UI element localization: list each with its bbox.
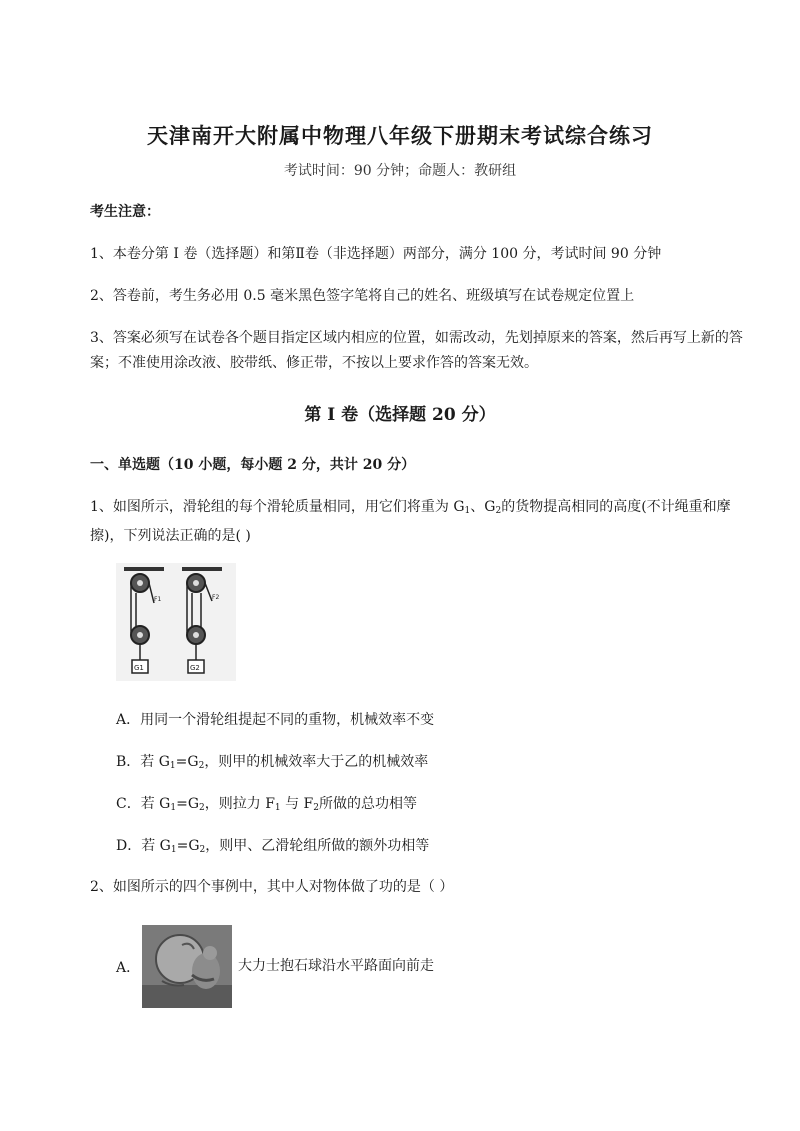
question-1-option-d: D．若 $G_1=G_2$，则甲、乙滑轮组所做的额外功相等: [116, 838, 430, 855]
strongman-photo: [142, 925, 232, 1008]
question-1-option-a: A．用同一个滑轮组提起不同的重物，机械效率不变: [116, 712, 435, 728]
notice-item-2: 2、答卷前，考生务必用 0.5 毫米黑色签字笔将自己的姓名、班级填写在试卷规定位置上: [90, 288, 635, 304]
notice-item-3: 3、答案必须写在试卷各个题目指定区域内相应的位置，如需改动，先划掉原来的答案，然后再写上新的答案；不准使用涂改液、胶带纸、修正带，不按以上要求作答的答案无效。: [90, 330, 743, 371]
notice-heading: 考生注意：: [90, 204, 160, 220]
question-2-stem: 2、如图所示的四个事例中，其中人对物体做了功的是（ ）: [90, 879, 454, 895]
exam-title: 天津南开大附属中物理八年级下册期末考试综合练习: [147, 123, 653, 148]
pulley-figure: [116, 563, 236, 681]
g1-label: G1: [134, 664, 144, 672]
question-1-option-c: C．若 $G_1=G_2$，则拉力 $F_1$ 与 $F_2$所做的总功相等: [116, 796, 418, 813]
question-1-stem: 1、如图所示，滑轮组的每个滑轮质量相同，用它们将重为 $G_1$、$G_2$的货物提高相同的高度(不计绳重和摩擦)，下列说法正确的是( ): [90, 499, 731, 544]
part-heading: 一、单选题（10 小题，每小题 2 分，共计 20 分）: [90, 457, 416, 473]
section-title: 第 I 卷（选择题 20 分）: [304, 405, 496, 425]
f2-label: F2: [212, 594, 220, 601]
question-2-option-a-label: A．: [116, 960, 141, 976]
question-1-option-b: B．若 $G_1=G_2$，则甲的机械效率大于乙的机械效率: [116, 754, 429, 771]
f1-label: F1: [154, 596, 162, 603]
g2-label: G2: [190, 664, 200, 672]
question-2-option-a-caption: 大力士抱石球沿水平路面向前走: [238, 958, 434, 974]
exam-subtitle: 考试时间：90 分钟；命题人：教研组: [283, 163, 517, 179]
notice-item-1: 1、本卷分第 I 卷（选择题）和第Ⅱ卷（非选择题）两部分，满分 100 分，考试时间 90 分钟: [90, 246, 662, 262]
